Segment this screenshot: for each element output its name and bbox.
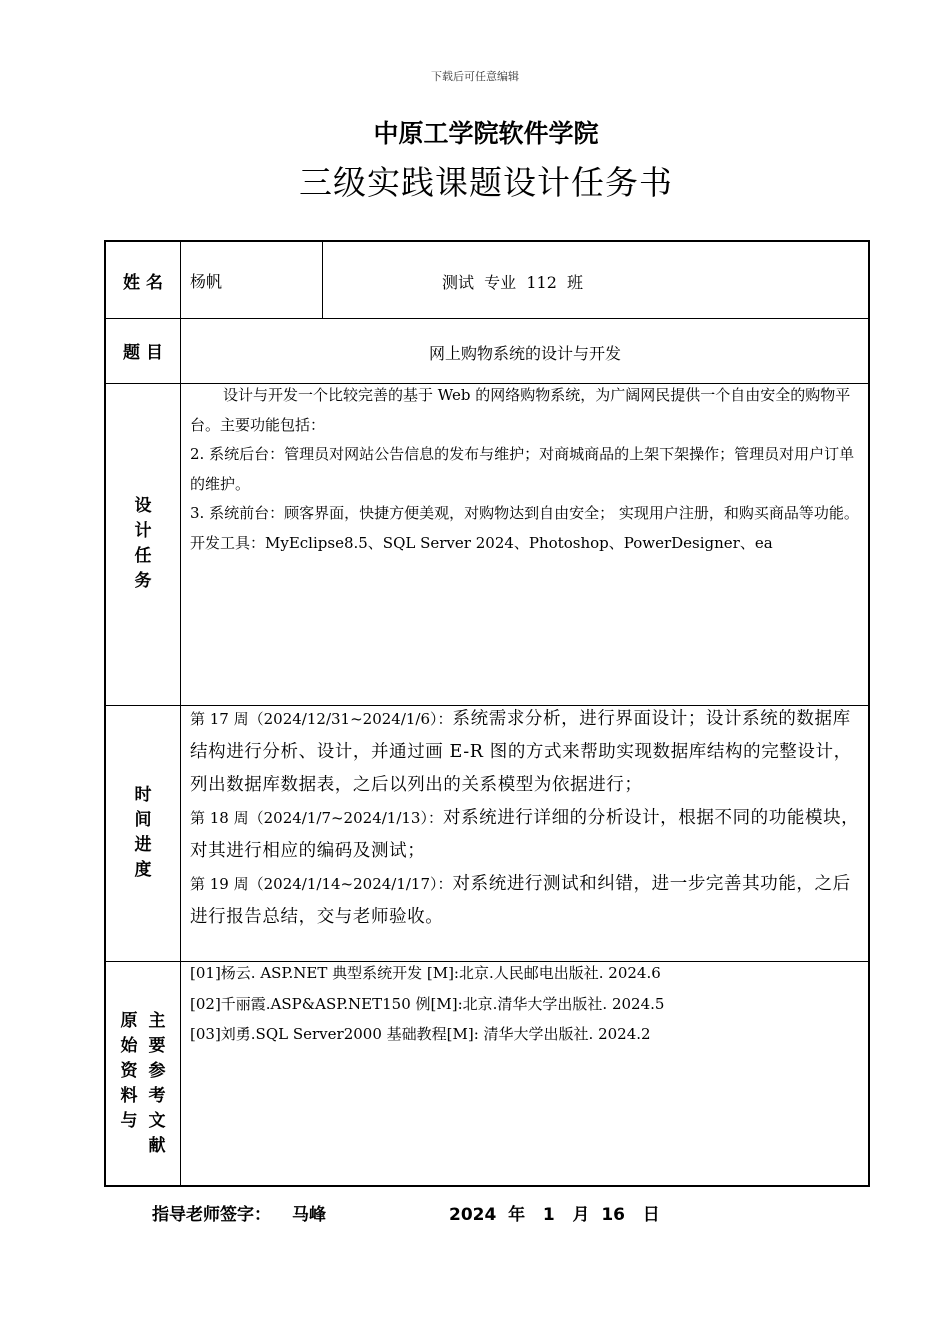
- column-divider: [180, 242, 181, 1185]
- name-label: 姓 名: [123, 272, 163, 293]
- task-backend: 2. 系统后台：管理员对网站公告信息的发布与维护；对商城商品的上架下架操作；管理员对用户订单的维护。: [190, 445, 855, 493]
- row-divider: [106, 318, 868, 319]
- header-note: 下载后可任意编辑: [431, 70, 519, 83]
- topic-label: 题 目: [123, 343, 163, 363]
- schedule-content: [190, 703, 864, 934]
- column-divider: [322, 242, 323, 318]
- references-label: 原始资料与 主要参考文献: [120, 1011, 166, 1156]
- school-name: 中原工学院软件学院: [373, 119, 599, 148]
- class-info: 测试 专业 112 班: [442, 273, 584, 292]
- sign-date: 2024 年 1 月 16 日: [449, 1205, 660, 1225]
- references-content: [190, 958, 862, 1050]
- reference-item: [02]千丽霞.ASP&ASP.NET150 例[M]:北京.清华大学出版社. 2024.5: [190, 994, 665, 1013]
- task-frontend: 3. 系统前台：顾客界面，快捷方便美观，对购物达到自由安全； 实现用户注册，和购买商品等功能。: [190, 504, 859, 522]
- design-task-label: 设计任务: [134, 496, 152, 591]
- task-intro: 设计与开发一个比较完善的基于 Web 的网络购物系统，为广阔网民提供一个自由安全的购物平台。主要功能包括：: [190, 386, 851, 434]
- task-form-table: [104, 240, 870, 1187]
- task-tools: 开发工具：MyEclipse8.5、SQL Server 2024、Photoshop、PowerDesigner、ea: [190, 533, 773, 552]
- student-name: 杨帆: [190, 272, 223, 291]
- topic-value: 网上购物系统的设计与开发: [428, 344, 621, 363]
- schedule-item: 第 17 周（2024/12/31~2024/1/6）：系统需求分析，进行界面设计；设计系统的数据库结构进行分析、设计，并通过画 E-R 图的方式来帮助实现数据库结构的完整设计，列出数据库数据表，之后以列出的关系模型为依据进行；: [190, 709, 852, 795]
- reference-item: [03]刘勇.SQL Server2000 基础教程[M]: 清华大学出版社. 2024.2: [190, 1025, 651, 1043]
- schedule-label: 时间进度: [134, 785, 152, 880]
- reference-item: [01]杨云. ASP.NET 典型系统开发 [M]:北京.人民邮电出版社. 2024.6: [190, 964, 661, 982]
- design-task-content: [190, 381, 862, 558]
- schedule-item: 第 19 周（2024/1/14~2024/1/17）：对系统进行测试和纠错，进一步完善其功能，之后进行报告总结，交与老师验收。: [190, 874, 851, 927]
- document-title: 三级实践课题设计任务书: [299, 163, 673, 202]
- schedule-item: 第 18 周（2024/1/7~2024/1/13）：对系统进行详细的分析设计，根据不同的功能模块，对其进行相应的编码及测试；: [190, 808, 860, 861]
- teacher-name: 马峰: [292, 1205, 326, 1225]
- signature-label: 指导老师签字：: [152, 1205, 271, 1225]
